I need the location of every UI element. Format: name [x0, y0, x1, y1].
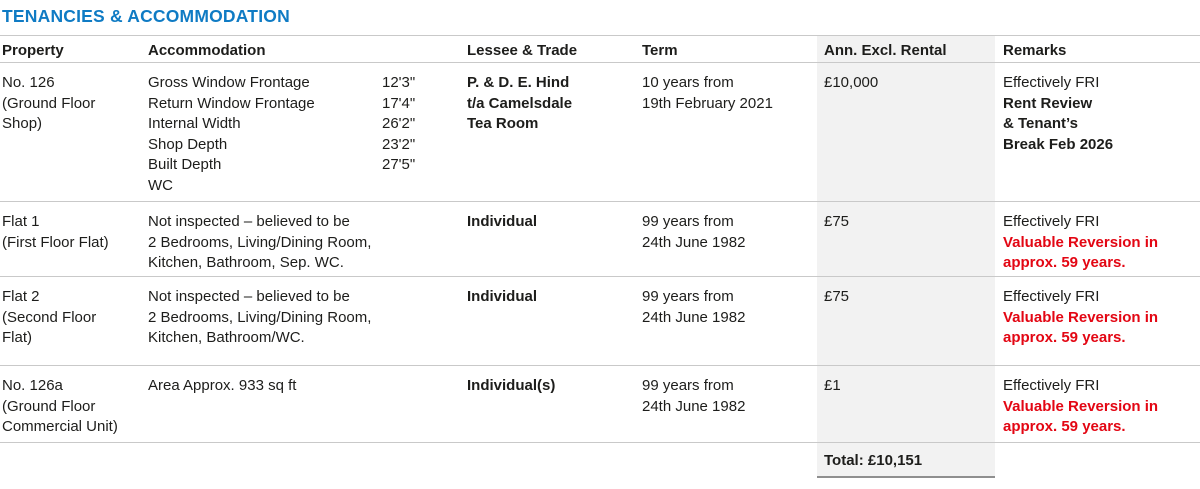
measure-label: Internal Width	[148, 115, 241, 132]
cell-rental: £1	[817, 366, 995, 442]
cell-lessee-trade	[467, 202, 642, 276]
cell-remarks	[995, 202, 1200, 276]
cell-property	[0, 277, 148, 365]
property-line: No. 126	[2, 74, 55, 91]
accommodation-line: Kitchen, Bathroom/WC.	[148, 329, 305, 346]
measure-value	[382, 176, 461, 197]
property-line: (Ground Floor	[2, 94, 96, 112]
property-line: Flat 1	[2, 213, 40, 230]
measure-value: 26'2"	[382, 115, 416, 132]
cell-remarks	[995, 277, 1200, 365]
property-line: Shop)	[2, 115, 43, 132]
cell-remarks	[995, 63, 1200, 201]
remark-bold-line: Valuable Reversion in	[1003, 397, 1159, 415]
cell-property	[0, 366, 148, 442]
property-line: (Ground Floor	[2, 397, 96, 415]
table-row	[0, 365, 1200, 442]
property-line: No. 126a	[2, 377, 63, 394]
remark-bold-line: approx. 59 years.	[1003, 418, 1126, 435]
lessee-line: Individual(s)	[467, 377, 556, 394]
term-line: 99 years from	[642, 377, 734, 394]
total-row	[0, 442, 1200, 478]
cell-term	[642, 366, 817, 442]
property-line: Flat 2	[2, 288, 40, 305]
remark-bold-line: Break Feb 2026	[1003, 135, 1114, 153]
lessee-line: Individual	[467, 213, 538, 230]
property-line: Flat)	[2, 329, 32, 346]
accommodation-measure	[148, 155, 461, 176]
measure-value: 23'2"	[382, 135, 416, 153]
accommodation-line: Not inspected – believed to be	[148, 213, 350, 230]
cell-lessee-trade	[467, 63, 642, 201]
header-term: Term	[642, 42, 678, 59]
property-line: (First Floor Flat)	[2, 233, 109, 251]
cell-lessee-trade	[467, 277, 642, 365]
property-line: (Second Floor	[2, 308, 97, 326]
lessee-line: Individual	[467, 288, 538, 305]
term-line: 10 years from	[642, 74, 734, 91]
measure-label: Return Window Frontage	[148, 94, 315, 112]
accommodation-line: Area Approx. 933 sq ft	[148, 377, 297, 394]
cell-rental: £75	[817, 277, 995, 365]
accommodation-line: 2 Bedrooms, Living/Dining Room,	[148, 233, 372, 251]
cell-term	[642, 277, 817, 365]
accommodation-line: Kitchen, Bathroom, Sep. WC.	[148, 254, 344, 271]
header-accommodation: Accommodation	[148, 42, 266, 59]
measure-value: 27'5"	[382, 156, 416, 173]
table-row	[0, 201, 1200, 276]
cell-accommodation	[148, 202, 467, 276]
tenancy-table	[0, 35, 1200, 478]
accommodation-measure	[148, 73, 461, 94]
remark-plain: Effectively FRI	[1003, 288, 1100, 305]
lessee-line: Tea Room	[467, 115, 539, 132]
cell-accommodation	[148, 366, 467, 442]
remark-bold-line: approx. 59 years.	[1003, 329, 1126, 346]
measure-label: Shop Depth	[148, 135, 228, 153]
accommodation-line: Not inspected – believed to be	[148, 288, 350, 305]
page-title: TENANCIES & ACCOMMODATION	[2, 6, 290, 26]
accommodation-measure	[148, 114, 461, 135]
measure-label: WC	[148, 176, 173, 194]
remark-bold-line: Rent Review	[1003, 94, 1093, 112]
property-line: Commercial Unit)	[2, 418, 118, 435]
total-spacer	[0, 443, 148, 478]
table-header-row	[0, 35, 1200, 62]
table-row	[0, 62, 1200, 201]
measure-value: 12'3"	[382, 74, 416, 91]
term-line: 99 years from	[642, 288, 734, 305]
accommodation-line: 2 Bedrooms, Living/Dining Room,	[148, 308, 372, 326]
header-lessee-trade: Lessee & Trade	[467, 42, 578, 59]
accommodation-measure	[148, 135, 461, 156]
cell-rental: £10,000	[817, 63, 995, 201]
cell-rental: £75	[817, 202, 995, 276]
header-rental: Ann. Excl. Rental	[817, 36, 995, 62]
remark-bold-line: approx. 59 years.	[1003, 254, 1126, 271]
measure-label: Gross Window Frontage	[148, 74, 310, 91]
term-line: 24th June 1982	[642, 397, 746, 415]
header-remarks: Remarks	[1003, 42, 1067, 59]
table-body	[0, 62, 1200, 442]
term-line: 19th February 2021	[642, 94, 773, 112]
remark-bold-line: & Tenant’s	[1003, 115, 1079, 132]
measure-value: 17'4"	[382, 94, 416, 112]
cell-term	[642, 202, 817, 276]
cell-remarks	[995, 366, 1200, 442]
cell-term	[642, 63, 817, 201]
cell-property	[0, 63, 148, 201]
accommodation-measure	[148, 176, 461, 197]
cell-accommodation	[148, 63, 467, 201]
cell-accommodation	[148, 277, 467, 365]
measure-label: Built Depth	[148, 156, 222, 173]
remark-plain: Effectively FRI	[1003, 213, 1100, 230]
header-property: Property	[2, 42, 64, 59]
cell-lessee-trade	[467, 366, 642, 442]
accommodation-measure	[148, 94, 461, 115]
term-line: 24th June 1982	[642, 233, 746, 251]
lessee-line: t/a Camelsdale	[467, 94, 573, 112]
cell-property	[0, 202, 148, 276]
remark-plain: Effectively FRI	[1003, 74, 1100, 91]
total-rental-value: Total: £10,151	[817, 443, 995, 478]
term-line: 99 years from	[642, 213, 734, 230]
remark-bold-line: Valuable Reversion in	[1003, 308, 1159, 326]
remark-plain: Effectively FRI	[1003, 377, 1100, 394]
remark-bold-line: Valuable Reversion in	[1003, 233, 1159, 251]
lessee-line: P. & D. E. Hind	[467, 74, 570, 91]
term-line: 24th June 1982	[642, 308, 746, 326]
table-row	[0, 276, 1200, 365]
